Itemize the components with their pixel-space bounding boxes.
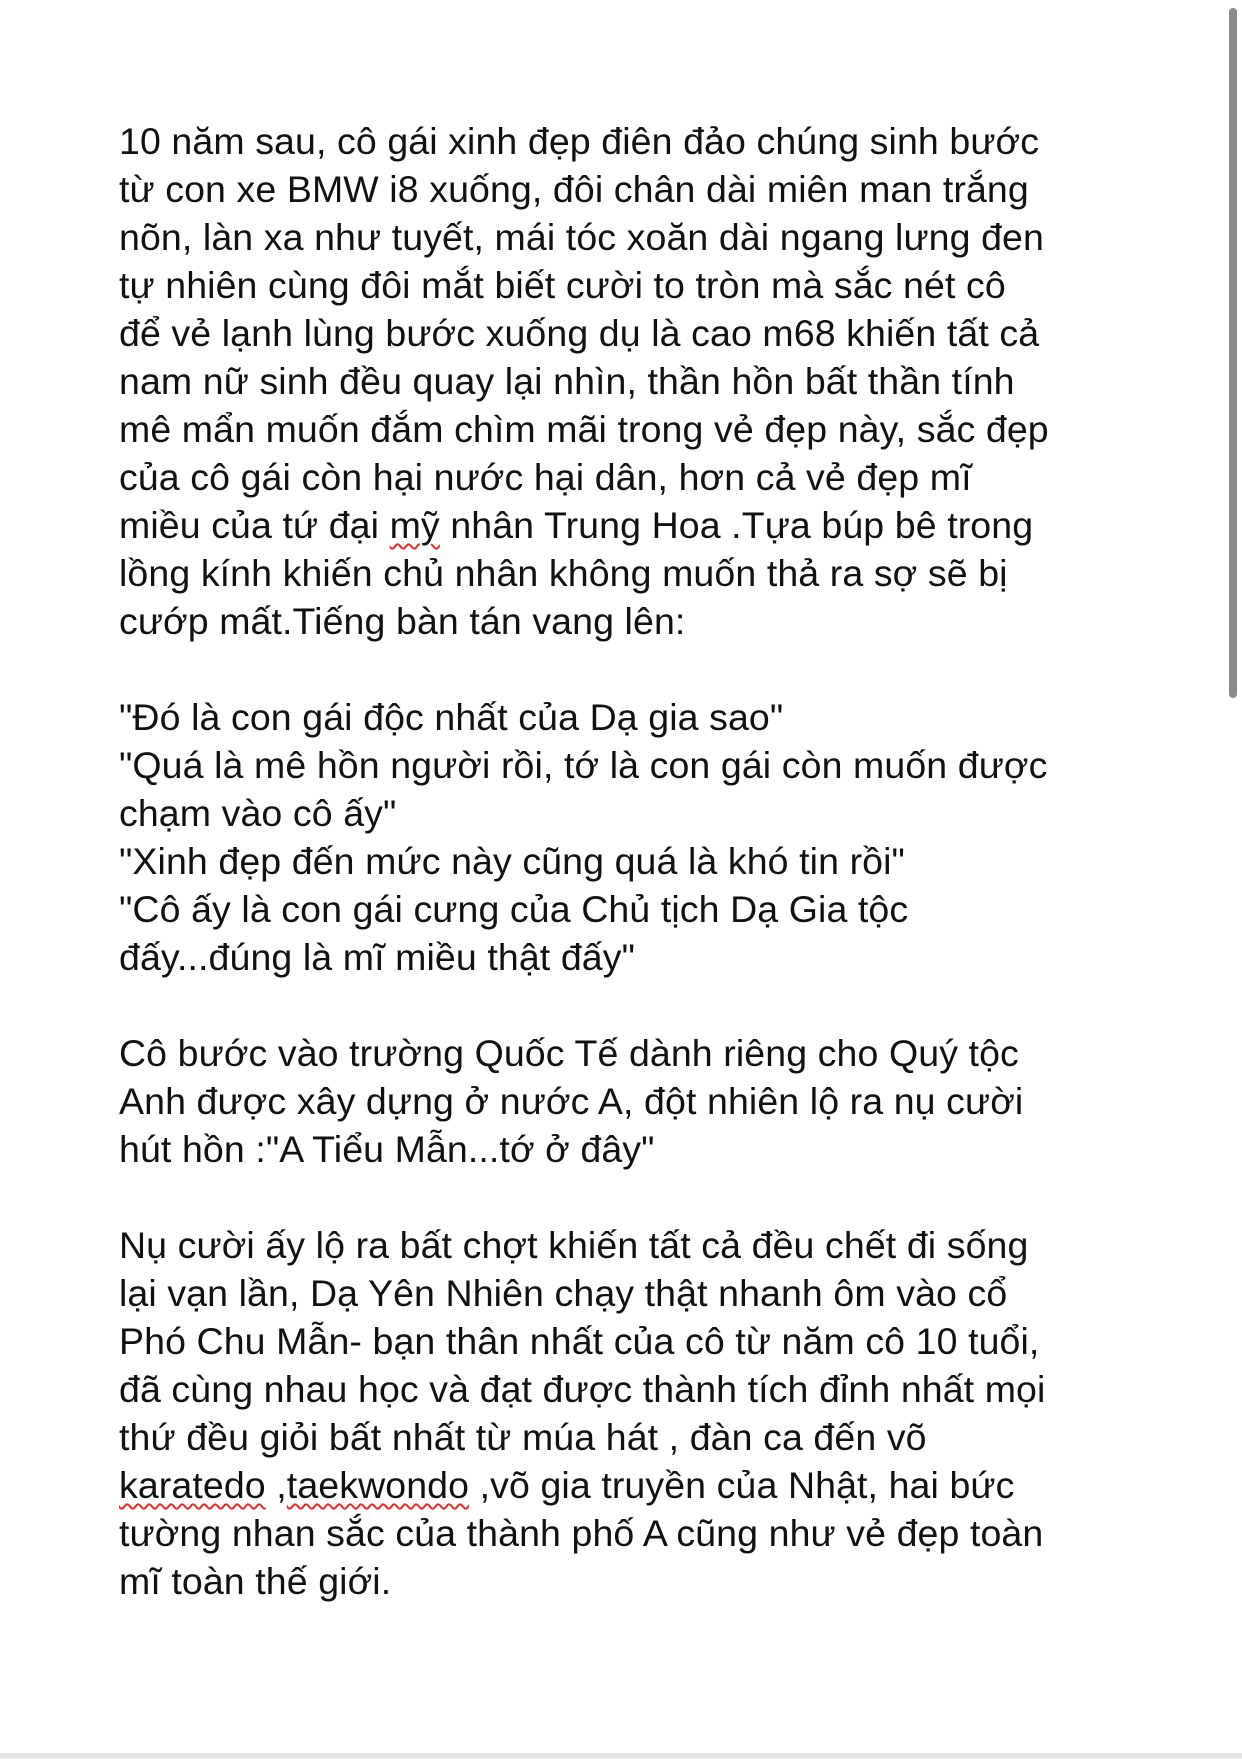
paragraph-intro	[119, 117, 1119, 645]
text-line: Anh được xây dựng ở nước A, đột nhiên lộ ra nụ cười	[119, 1080, 1024, 1122]
paragraph-gap	[119, 981, 1119, 1029]
text-line: "Quá là mê hồn người rồi, tớ là con gái còn muốn được	[119, 744, 1048, 786]
text-segment: ,võ gia truyền của Nhật, hai bức	[469, 1464, 1015, 1506]
text-segment: ,	[265, 1464, 287, 1506]
text-line: đã cùng nhau học và đạt được thành tích đỉnh nhất mọi	[119, 1368, 1046, 1410]
text-line: cướp mất.Tiếng bàn tán vang lên:	[119, 600, 686, 642]
text-line: tường nhan sắc của thành phố A cũng như vẻ đẹp toàn	[119, 1512, 1044, 1554]
text-line: nõn, làn xa như tuyết, mái tóc xoăn dài ngang lưng đen	[119, 216, 1044, 258]
text-line: "Đó là con gái độc nhất của Dạ gia sao"	[119, 696, 784, 738]
text-line: nam nữ sinh đều quay lại nhìn, thần hồn bất thần tính	[119, 360, 1015, 402]
text-line: thứ đều giỏi bất nhất từ múa hát , đàn ca đến võ	[119, 1416, 927, 1458]
document-body[interactable]	[119, 117, 1119, 1605]
text-line: "Xinh đẹp đến mức này cũng quá là khó tin rồi"	[119, 840, 905, 882]
text-line: đấy...đúng là mĩ miều thật đấy"	[119, 936, 635, 978]
page-bottom-edge	[0, 1753, 1242, 1759]
text-line	[119, 1461, 1119, 1509]
text-line: mê mẩn muốn đắm chìm mãi trong vẻ đẹp này, sắc đẹp	[119, 408, 1049, 450]
text-segment: nhân Trung Hoa .Tựa búp bê trong	[439, 504, 1034, 546]
misspelled-word[interactable]: mỹ	[389, 504, 440, 546]
text-line: "Cô ấy là con gái cưng của Chủ tịch Dạ Gia tộc	[119, 888, 909, 930]
text-segment: miều của tứ đại	[119, 504, 390, 546]
paragraph-gap	[119, 1173, 1119, 1221]
paragraph-gap	[119, 645, 1119, 693]
misspelled-word[interactable]: karatedo	[119, 1464, 266, 1506]
text-line: lồng kính khiến chủ nhân không muốn thả ra sợ sẽ bị	[119, 552, 1008, 594]
text-line: tự nhiên cùng đôi mắt biết cười to tròn mà sắc nét cô	[119, 264, 1006, 306]
paragraph-quotes	[119, 693, 1119, 981]
text-line: mĩ toàn thế giới.	[119, 1560, 392, 1602]
text-line: Cô bước vào trường Quốc Tế dành riêng cho Quý tộc	[119, 1032, 1019, 1074]
text-line: chạm vào cô ấy"	[119, 792, 397, 834]
text-line: của cô gái còn hại nước hại dân, hơn cả vẻ đẹp mĩ	[119, 456, 972, 498]
text-line: để vẻ lạnh lùng bước xuống dụ là cao m68 khiến tất cả	[119, 312, 1040, 354]
text-line: Phó Chu Mẫn- bạn thân nhất của cô từ năm cô 10 tuổi,	[119, 1320, 1040, 1362]
text-line: từ con xe BMW i8 xuống, đôi chân dài miên man trắng	[119, 168, 1029, 210]
misspelled-word[interactable]: taekwondo	[286, 1464, 470, 1506]
vertical-scrollbar[interactable]	[1226, 0, 1242, 1759]
scrollbar-thumb[interactable]	[1229, 8, 1237, 698]
text-line: Nụ cười ấy lộ ra bất chợt khiến tất cả đều chết đi sống	[119, 1224, 1029, 1266]
paragraph-school	[119, 1029, 1119, 1173]
text-line: hút hồn :"A Tiểu Mẫn...tớ ở đây"	[119, 1128, 655, 1170]
text-line: lại vạn lần, Dạ Yên Nhiên chạy thật nhanh ôm vào cổ	[119, 1272, 1008, 1314]
text-line: 10 năm sau, cô gái xinh đẹp điên đảo chúng sinh bước	[119, 120, 1040, 162]
text-line	[119, 501, 1119, 549]
paragraph-smile	[119, 1221, 1119, 1605]
